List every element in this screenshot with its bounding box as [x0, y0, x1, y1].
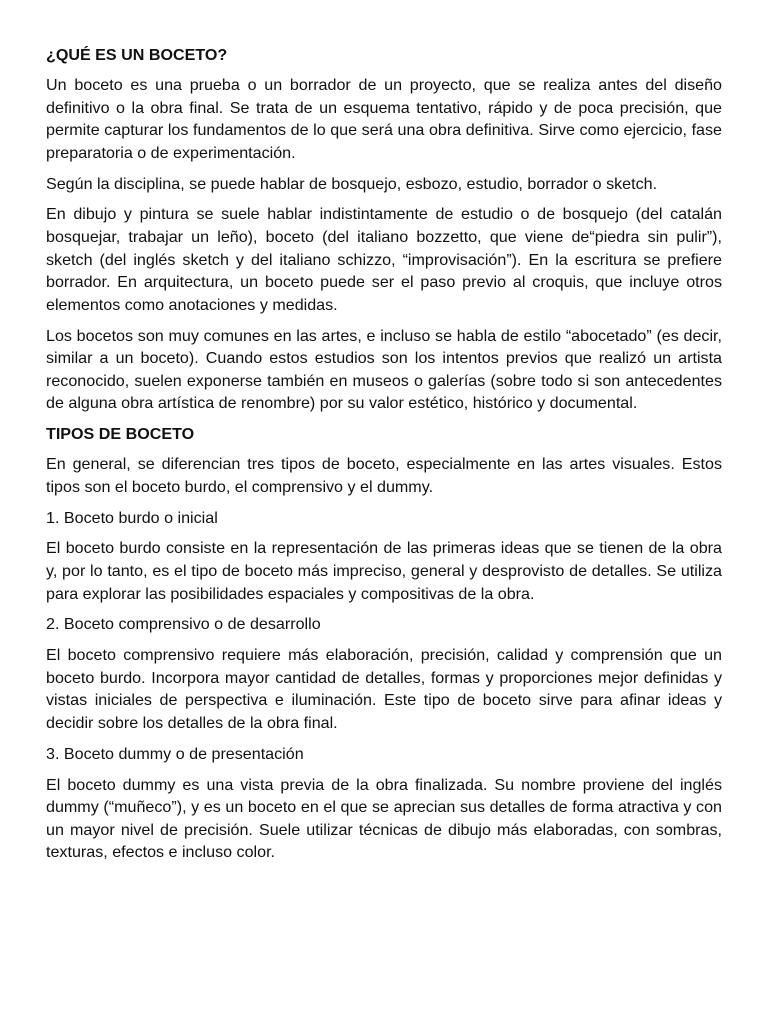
paragraph-dibujo-pintura: En dibujo y pintura se suele hablar indistintamente de estudio o de bosquejo (del catalán bosquejar, trabajar un leño), boceto (del italiano bozzetto, que viene de“piedra sin pulir”), sketch (del inglés sketch y del italiano schizzo, “improvisación”). En la escritura se prefiere borrador. En arquitectura, un boceto puede ser el paso previo al croquis, que incluye otros elementos como anotaciones y medidas.	[46, 205, 722, 314]
document-page	[46, 44, 722, 864]
type-title-burdo: 1. Boceto burdo o inicial	[46, 508, 218, 527]
paragraph-artes: Los bocetos son muy comunes en las artes, e incluso se habla de estilo “abocetado” (es decir, similar a un boceto). Cuando estos estudios son los intentos previos que realizó un artista reconocido, suelen exponerse también en museos o galerías (sobre todo si son antecedentes de alguna obra artística de renombre) por su valor estético, histórico y documental.	[46, 326, 722, 413]
paragraph-tipos-intro: En general, se diferencian tres tipos de boceto, especialmente en las artes visuales. Estos tipos son el boceto burdo, el comprensivo y el dummy.	[46, 455, 722, 496]
section-heading-tipos: TIPOS DE BOCETO	[46, 425, 195, 444]
paragraph-disciplina: Según la disciplina, se puede hablar de bosquejo, esbozo, estudio, borrador o sketch.	[46, 174, 658, 193]
type-text-dummy: El boceto dummy es una vista previa de la obra finalizada. Su nombre proviene del inglés dummy (“muñeco”), y es un boceto en el que se aprecian sus detalles de forma atractiva y con un mayor nivel de precisión. Suele utilizar técnicas de dibujo más elaboradas, con sombras, texturas, efectos e incluso color.	[46, 775, 722, 862]
paragraph-definicion: Un boceto es una prueba o un borrador de un proyecto, que se realiza antes del diseño definitivo o la obra final. Se trata de un esquema tentativo, rápido y de poca precisión, que permite capturar los fundamentos de lo que será una obra definitiva. Sirve como ejercicio, fase preparatoria o de experimentación.	[46, 76, 722, 162]
section-heading-que-es: ¿QUÉ ES UN BOCETO?	[46, 46, 228, 64]
type-text-burdo: El boceto burdo consiste en la representación de las primeras ideas que se tienen de la obra y, por lo tanto, es el tipo de boceto más impreciso, general y desprovisto de detalles. Se utiliza para explorar las posibilidades espaciales y compositivas de la obra.	[46, 539, 722, 603]
type-text-comprensivo: El boceto comprensivo requiere más elaboración, precisión, calidad y comprensión que un boceto burdo. Incorpora mayor cantidad de detalles, formas y proporciones mejor definidas y vistas iniciales de perspectiva e iluminación. Este tipo de boceto sirve para afinar ideas y decidir sobre los detalles de la obra final.	[46, 646, 722, 732]
type-title-dummy: 3. Boceto dummy o de presentación	[46, 744, 304, 763]
type-title-comprensivo: 2. Boceto comprensivo o de desarrollo	[46, 615, 321, 634]
